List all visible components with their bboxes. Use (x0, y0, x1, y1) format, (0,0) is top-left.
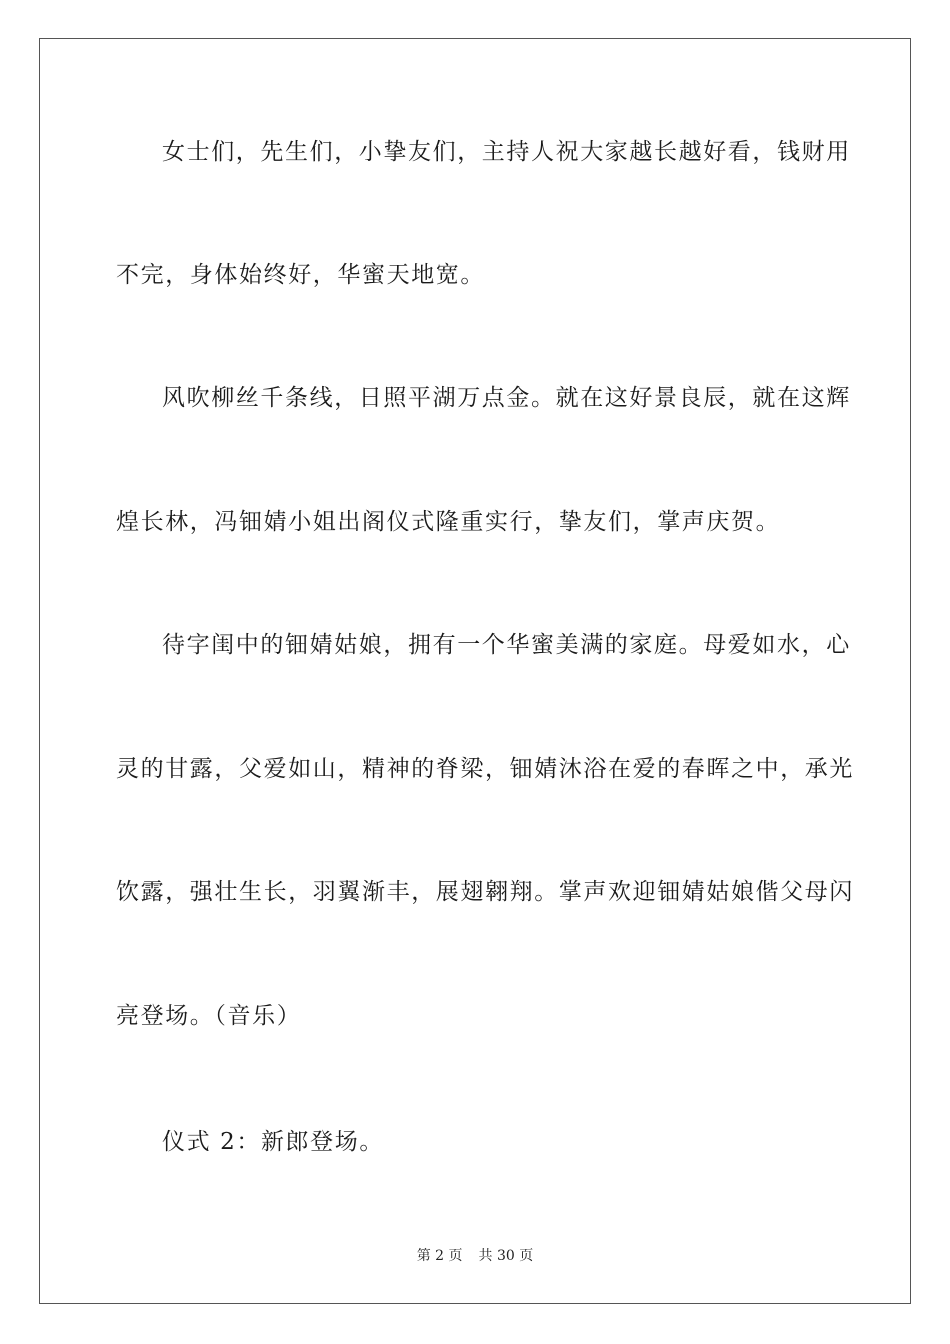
paragraph-line: 不完，身体始终好，华蜜天地宽。 (116, 262, 485, 288)
paragraph-line: 待字闺中的钿婧姑娘，拥有一个华蜜美满的家庭。母爱如水，心 (162, 632, 851, 658)
paragraph-line: 灵的甘露，父爱如山，精神的脊梁，钿婧沐浴在爱的春晖之中，承光 (116, 756, 854, 782)
page-number: 第 2 页 (416, 1248, 463, 1264)
page-frame (39, 38, 911, 1304)
paragraph-line: 风吹柳丝千条线，日照平湖万点金。就在这好景良辰，就在这辉 (162, 385, 851, 411)
paragraph-line: 饮露，强壮生长，羽翼渐丰，展翅翱翔。掌声欢迎钿婧姑娘偕父母闪 (116, 879, 854, 905)
page-total: 共 30 页 (478, 1248, 534, 1264)
paragraph-line: 煌长林，冯钿婧小姐出阁仪式隆重实行，挚友们，掌声庆贺。 (116, 509, 781, 535)
page-footer (0, 1246, 950, 1266)
paragraph-line: 女士们，先生们，小挚友们，主持人祝大家越长越好看，钱财用 (162, 139, 851, 165)
paragraph-line: 亮登场。（音乐） (116, 1003, 302, 1029)
paragraph-line: 仪式 2：新郎登场。 (162, 1129, 384, 1155)
